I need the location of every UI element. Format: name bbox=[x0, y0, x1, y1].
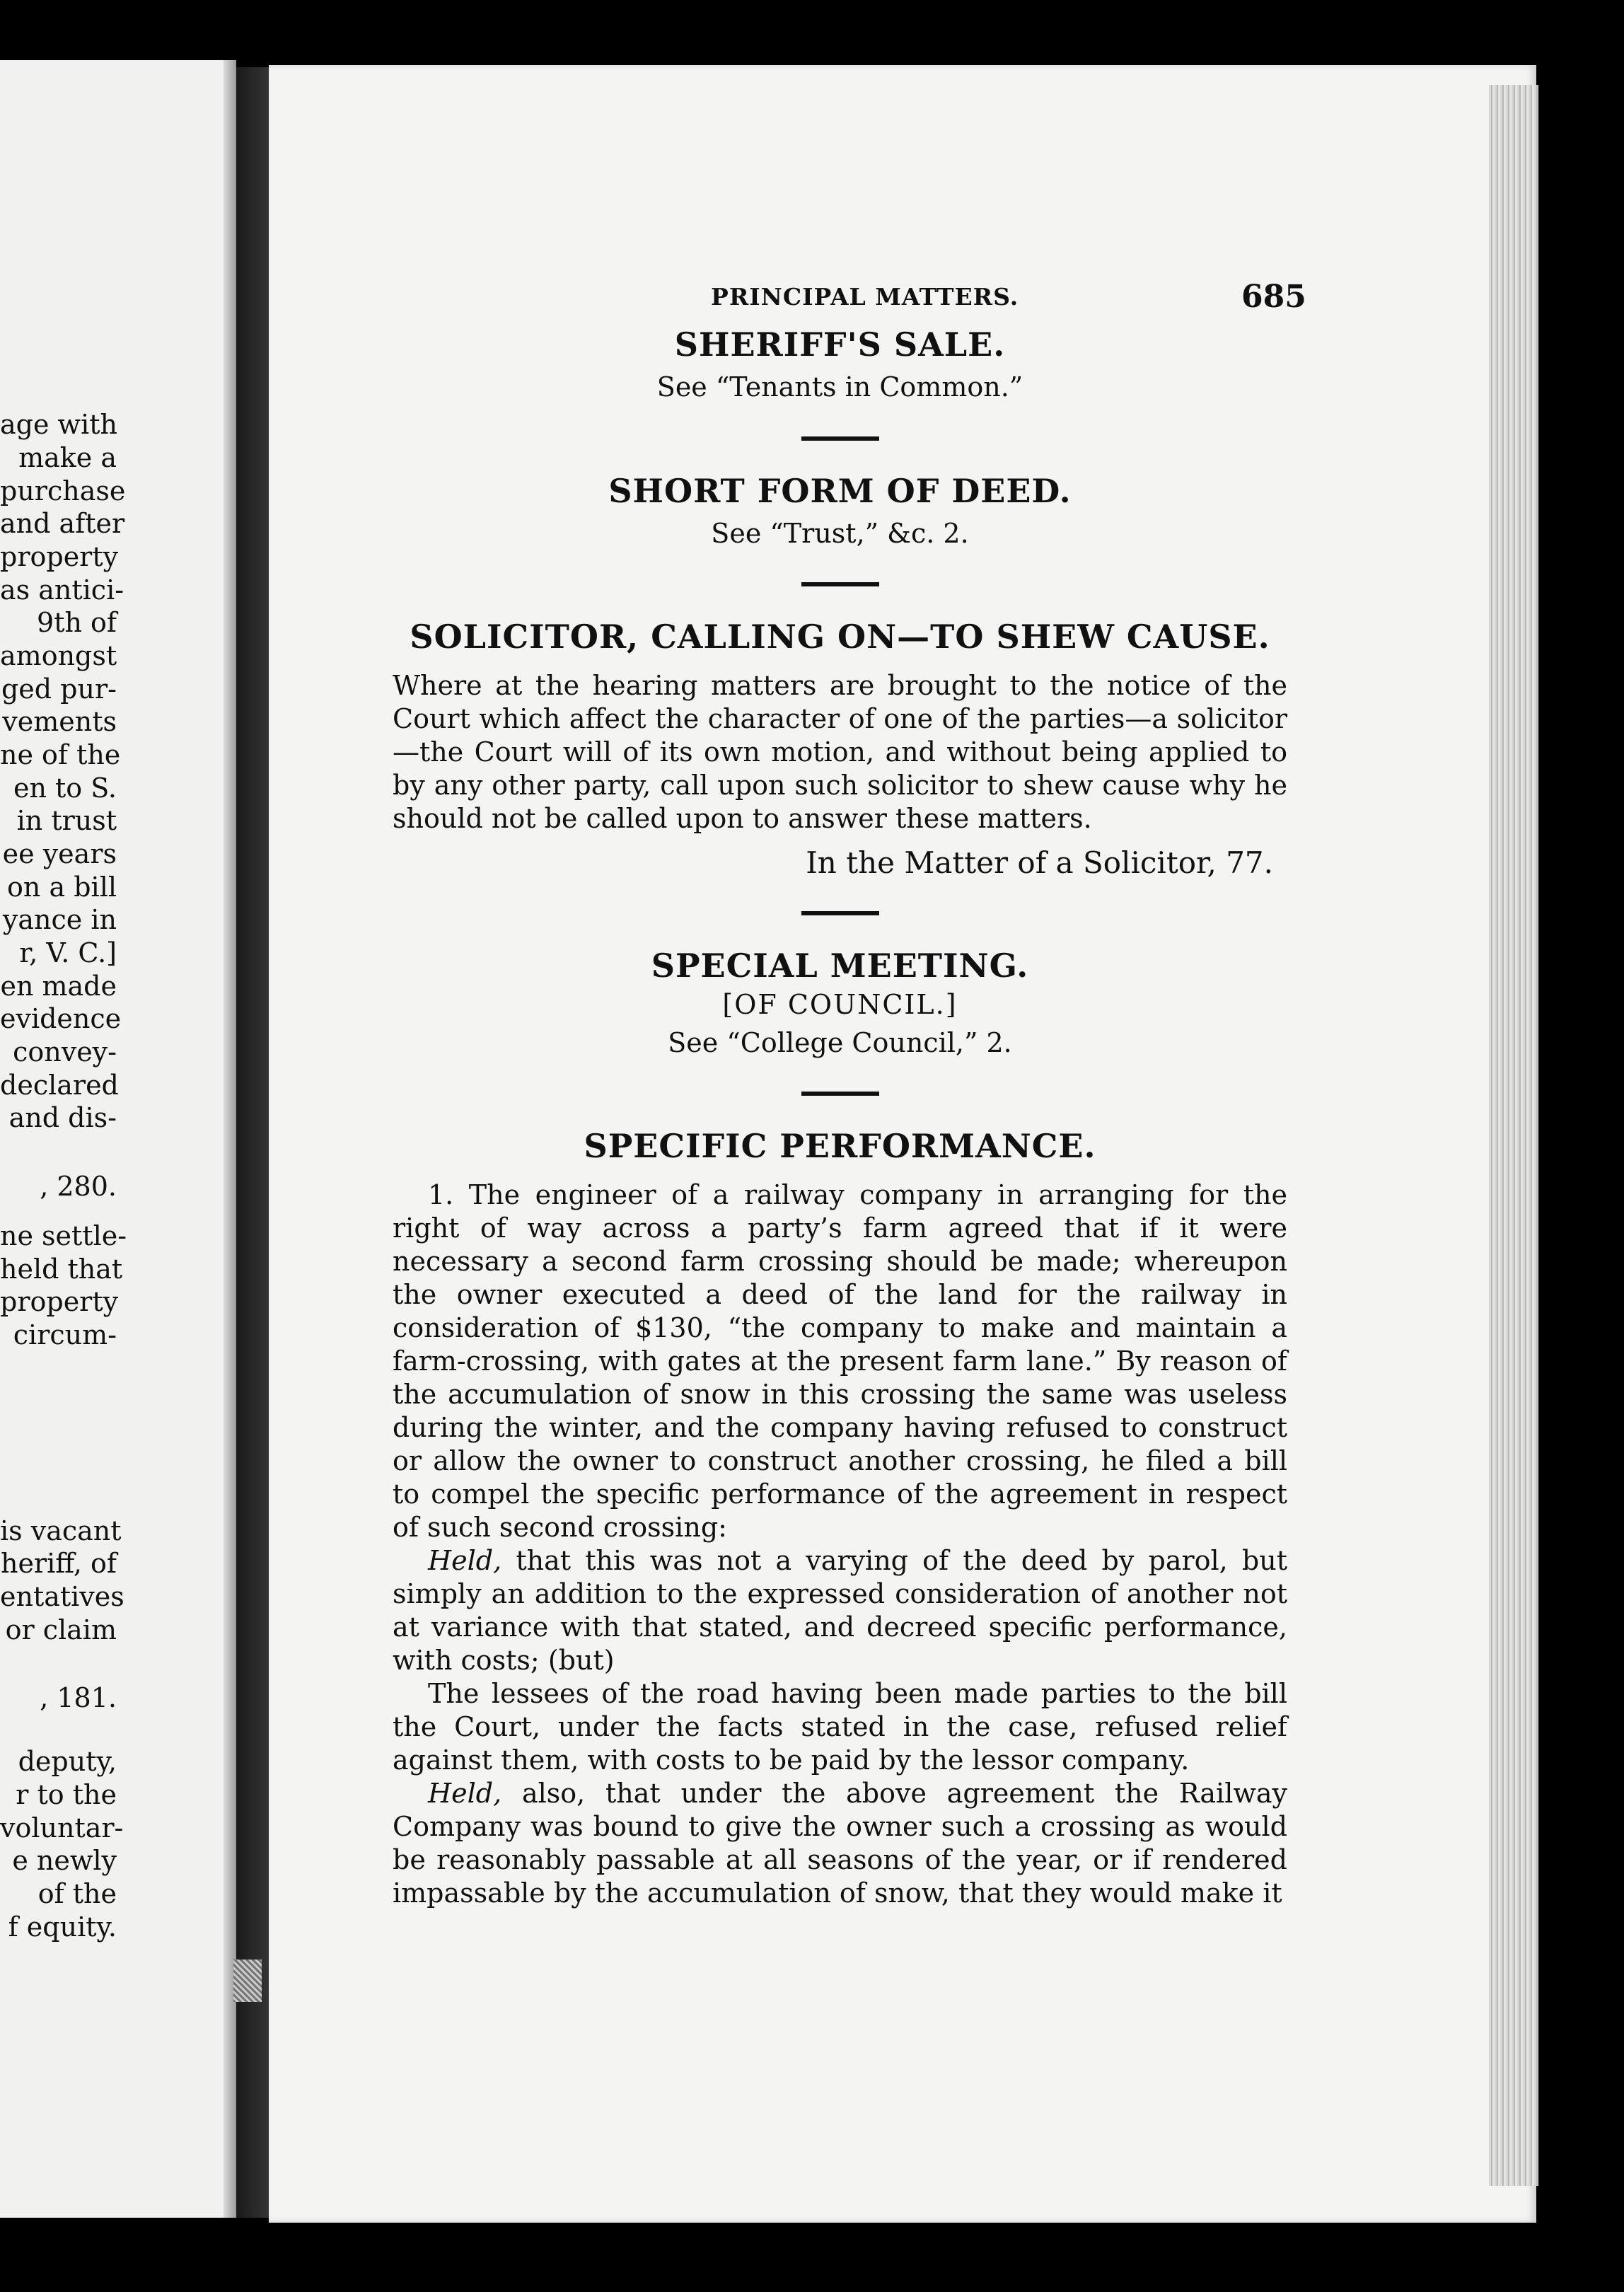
held-label: Held, bbox=[428, 1545, 502, 1577]
see-reference: See “Trust,” &c. 2. bbox=[711, 517, 969, 549]
left-page-line: , 181. bbox=[40, 1682, 117, 1713]
left-page-line: deputy, bbox=[18, 1746, 117, 1777]
scan-artifact bbox=[233, 1960, 262, 2002]
page-edge bbox=[1489, 85, 1538, 2186]
left-page-gutter bbox=[224, 60, 236, 2218]
left-page-line: r to the bbox=[16, 1779, 117, 1810]
left-page-line: in trust bbox=[16, 805, 117, 836]
left-page-line: e newly bbox=[12, 1845, 117, 1876]
heading-specific-performance: SPECIFIC PERFORMANCE. bbox=[584, 1126, 1096, 1165]
left-page-line: declared bbox=[0, 1070, 119, 1101]
left-page-line: f equity. bbox=[8, 1911, 117, 1943]
left-page-line: ee years bbox=[2, 838, 117, 869]
left-page-line: yance in bbox=[2, 904, 117, 935]
held-also-paragraph bbox=[393, 1777, 1287, 1910]
left-page-line: ne settle- bbox=[0, 1220, 127, 1251]
left-page-line: en to S. bbox=[13, 772, 117, 804]
left-page-line: property bbox=[0, 1286, 119, 1317]
running-title: PRINCIPAL MATTERS. bbox=[711, 283, 1019, 311]
page-content bbox=[393, 279, 1306, 1910]
left-page-line: vements bbox=[2, 706, 117, 737]
section-divider bbox=[801, 911, 879, 915]
held-paragraph bbox=[393, 1544, 1287, 1677]
left-page-line: amongst bbox=[0, 640, 117, 671]
left-page-line: property bbox=[0, 541, 119, 572]
left-page-line: heriff, of bbox=[0, 1548, 117, 1579]
left-page-line: 9th of bbox=[37, 607, 117, 638]
left-page-line: circum- bbox=[13, 1319, 117, 1350]
left-page-line: held that bbox=[0, 1254, 123, 1285]
left-page-line: ged pur- bbox=[1, 673, 117, 705]
see-reference: See “College Council,” 2. bbox=[668, 1026, 1012, 1058]
page-number: 685 bbox=[1241, 279, 1306, 315]
see-reference: See “Tenants in Common.” bbox=[656, 371, 1023, 403]
left-page-line: of the bbox=[37, 1878, 117, 1909]
heading-short-form: SHORT FORM OF DEED. bbox=[608, 471, 1072, 510]
left-page-line: or claim bbox=[5, 1614, 117, 1645]
left-page-line: as antici- bbox=[0, 574, 124, 606]
left-page-line: make a bbox=[18, 442, 117, 473]
section-divider bbox=[801, 582, 879, 586]
heading-sheriffs-sale: SHERIFF'S SALE. bbox=[674, 325, 1006, 364]
left-page-line: age with bbox=[0, 409, 117, 440]
lessees-paragraph: The lessees of the road having been made parties to the bill the Court, under the facts stated in the case, refused relief against them, with costs to be paid by the lessor company. bbox=[393, 1678, 1287, 1776]
held-text: that this was not a varying of the deed by parol, but simply an addition to the expressed consideration of another not at variance with that stated, and decreed specific performance, with costs; (but) bbox=[393, 1545, 1287, 1677]
section-divider bbox=[801, 1092, 879, 1096]
left-page-line: convey- bbox=[13, 1036, 117, 1067]
specific-performance-paragraph: 1. The engineer of a railway company in arranging for the right of way across a party’s farm agreed that if it were necessary a second farm crossing should be made; whereupon the owner executed a deed of the land for the railway in consideration of $130, “the company to make and maintain a farm-crossing, with gates at the present farm lane.” By reason of the accumulation of snow in this crossing the same was useless during the winter, and the company having refused to construct or allow the owner to construct another crossing, he filed a bill to compel the specific performance of the agreement in respect of such second crossing: bbox=[393, 1179, 1287, 1544]
left-page-line: ne of the bbox=[0, 739, 121, 770]
solicitor-paragraph: Where at the hearing matters are brought to the notice of the Court which affect the character of one of the parties—a solicitor —the Court will of its own motion, and without being applied to by any other party, call upon such solicitor to shew cause why he should not be called upon to answer these matters. bbox=[393, 670, 1287, 835]
left-page-line: r, V. C.] bbox=[19, 937, 117, 968]
left-page-line: evidence bbox=[0, 1003, 122, 1034]
sub-heading: [OF COUNCIL.] bbox=[722, 988, 958, 1020]
held-label: Held, bbox=[428, 1778, 502, 1810]
left-page-line: on a bill bbox=[7, 872, 117, 903]
left-page-line: and dis- bbox=[8, 1102, 117, 1133]
left-page-line: is vacant bbox=[0, 1515, 122, 1546]
heading-solicitor: SOLICITOR, CALLING ON—TO SHEW CAUSE. bbox=[410, 618, 1270, 656]
left-page-line: en made bbox=[0, 971, 117, 1002]
case-citation: In the Matter of a Solicitor, 77. bbox=[806, 845, 1273, 881]
left-page-line: purchase bbox=[0, 475, 126, 507]
section-divider bbox=[801, 436, 879, 441]
left-page-line: entatives bbox=[0, 1581, 124, 1612]
heading-special-meeting: SPECIAL MEETING. bbox=[651, 947, 1029, 985]
running-head bbox=[393, 279, 1306, 325]
left-page-line: and after bbox=[0, 508, 125, 539]
left-page-line: , 280. bbox=[40, 1171, 117, 1202]
left-page-line: voluntar- bbox=[0, 1812, 124, 1844]
held-text: also, that under the above agreement the Railway Company was bound to give the owner such a crossing as would be reasonably passable at all seasons of the year, or if rendered impassable by the accumulation of snow, that they would make it bbox=[393, 1778, 1287, 1909]
